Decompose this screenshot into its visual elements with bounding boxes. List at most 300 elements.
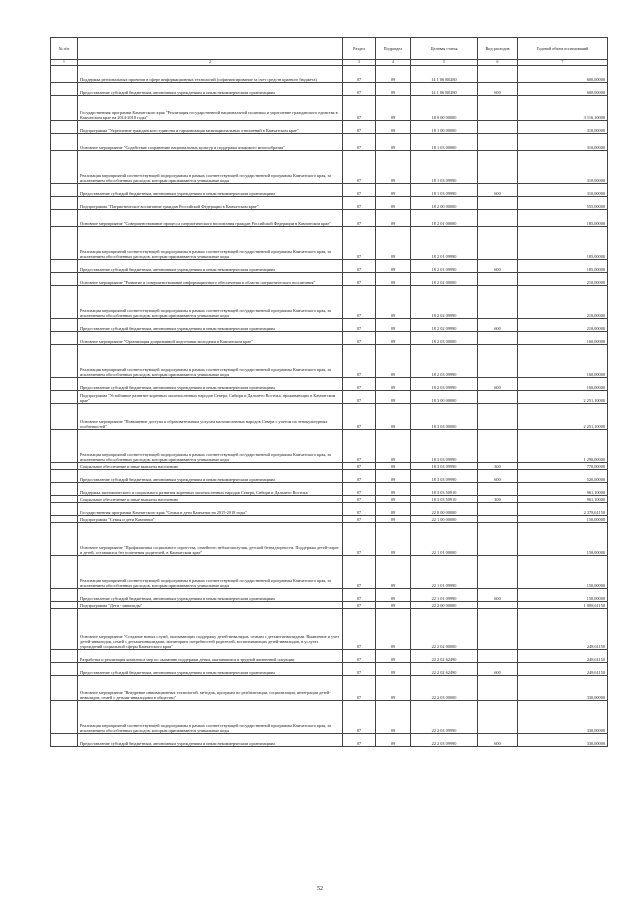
row-number-cell: [51, 734, 78, 747]
col-index: 6: [478, 60, 518, 66]
row-section-cell: 07: [343, 556, 376, 589]
row-subsection-cell: 09: [376, 121, 411, 134]
row-amount-cell: 150,00000: [518, 523, 608, 556]
row-expense-type-cell: 300: [478, 496, 518, 503]
row-expense-type-cell: [478, 556, 518, 589]
row-section-cell: 07: [343, 332, 376, 345]
row-subsection-cell: 09: [376, 286, 411, 319]
row-amount-cell: 2 251,10000: [518, 391, 608, 404]
row-name-cell: Реализация мероприятий соответствующей подпрограммы в рамках соответствующей государственной программы Камчатского края, за исключением обособленных расходов, которым присваиваются уникальные коды: [78, 701, 343, 734]
row-target-cell: 22 1 00 00000: [411, 516, 478, 523]
row-section-cell: 07: [343, 496, 376, 503]
budget-table: [50, 37, 608, 747]
row-number-cell: [51, 210, 78, 227]
row-section-cell: 07: [343, 663, 376, 676]
row-name-cell: Государственная программа Камчатского края "Семья и дети Камчатки на 2015-2018 годы": [78, 503, 343, 516]
row-number-cell: [51, 701, 78, 734]
row-name-cell: Предоставление субсидий бюджетным, автономным учреждениям и иным некоммерческим организациям: [78, 83, 343, 96]
row-subsection-cell: 09: [376, 734, 411, 747]
table-row: [51, 483, 608, 496]
row-name-cell: Подпрограмма "Укрепление гражданского единства и гармонизация межнациональных отношений в Камчатском крае": [78, 121, 343, 134]
row-subsection-cell: 09: [376, 701, 411, 734]
row-number-cell: [51, 463, 78, 470]
row-target-cell: 18 3 03 09990: [411, 430, 478, 463]
table-row: [51, 319, 608, 332]
row-section-cell: 07: [343, 184, 376, 197]
row-amount-cell: 160,00000: [518, 378, 608, 391]
row-name-cell: Поддержка региональных проектов в сфере информационных технологий (софинансирование за счет средств краевого бюджета): [78, 66, 343, 83]
row-target-cell: 22 2 02 62490: [411, 650, 478, 663]
row-number-cell: [51, 96, 78, 121]
col-header-amount: Годовой объем ассигнований: [518, 38, 608, 60]
row-section-cell: 07: [343, 589, 376, 602]
row-number-cell: [51, 391, 78, 404]
row-section-cell: 07: [343, 319, 376, 332]
row-section-cell: 07: [343, 227, 376, 260]
row-subsection-cell: 09: [376, 483, 411, 496]
row-number-cell: [51, 378, 78, 391]
row-target-cell: 18 3 03 00000: [411, 404, 478, 430]
row-expense-type-cell: 600: [478, 734, 518, 747]
row-number-cell: [51, 404, 78, 430]
row-amount-cell: 160,00000: [518, 332, 608, 345]
row-subsection-cell: 09: [376, 676, 411, 701]
row-amount-cell: 520,00000: [518, 470, 608, 483]
row-number-cell: [51, 470, 78, 483]
row-target-cell: 18 3 00 00000: [411, 391, 478, 404]
row-amount-cell: 961,10000: [518, 483, 608, 496]
table-row: [51, 701, 608, 734]
row-expense-type-cell: [478, 701, 518, 734]
table-row: [51, 227, 608, 260]
col-index: 4: [376, 60, 411, 66]
row-subsection-cell: 09: [376, 273, 411, 286]
table-row: [51, 430, 608, 463]
row-number-cell: [51, 556, 78, 589]
row-subsection-cell: 09: [376, 345, 411, 378]
row-target-cell: 18 2 02 09990: [411, 319, 478, 332]
row-name-cell: Предоставление субсидий бюджетным, автономным учреждениям и иным некоммерческим организациям: [78, 734, 343, 747]
row-subsection-cell: 09: [376, 516, 411, 523]
row-subsection-cell: 09: [376, 663, 411, 676]
row-expense-type-cell: 600: [478, 319, 518, 332]
row-number-cell: [51, 676, 78, 701]
table-row: [51, 391, 608, 404]
row-expense-type-cell: 300: [478, 463, 518, 470]
row-name-cell: Реализация мероприятий соответствующей подпрограммы в рамках соответствующей государственной программы Камчатского края, за исключением обособленных расходов, которым присваиваются уникальные коды: [78, 556, 343, 589]
table-row: [51, 260, 608, 273]
row-target-cell: 18 2 01 09990: [411, 260, 478, 273]
row-target-cell: 18 3 03 50910: [411, 483, 478, 496]
row-name-cell: Предоставление субсидий бюджетным, автономным учреждениям и иным некоммерческим организациям: [78, 589, 343, 602]
row-number-cell: [51, 503, 78, 516]
row-expense-type-cell: [478, 523, 518, 556]
row-expense-type-cell: 600: [478, 589, 518, 602]
row-section-cell: 07: [343, 430, 376, 463]
col-header-number: № п/п: [51, 38, 78, 60]
row-target-cell: 22 1 01 09990: [411, 556, 478, 589]
row-target-cell: 18 3 03 09990: [411, 470, 478, 483]
row-amount-cell: 210,00000: [518, 319, 608, 332]
row-number-cell: [51, 663, 78, 676]
row-name-cell: Социальное обеспечение и иные выплаты населению: [78, 496, 343, 503]
row-number-cell: [51, 273, 78, 286]
row-amount-cell: 3 116,10000: [518, 96, 608, 121]
table-row: [51, 286, 608, 319]
row-number-cell: [51, 483, 78, 496]
row-subsection-cell: 09: [376, 602, 411, 609]
row-section-cell: 07: [343, 503, 376, 516]
row-expense-type-cell: [478, 96, 518, 121]
row-section-cell: 07: [343, 676, 376, 701]
table-row: [51, 589, 608, 602]
col-index: 3: [343, 60, 376, 66]
row-name-cell: Основное мероприятие "Совершенствование процесса патриотического воспитания граждан Российской Федерации в Камчатском крае": [78, 210, 343, 227]
table-row: [51, 496, 608, 503]
row-number-cell: [51, 650, 78, 663]
row-name-cell: Предоставление субсидий бюджетным, автономным учреждениям и иным некоммерческим организациям: [78, 378, 343, 391]
row-amount-cell: 770,00000: [518, 463, 608, 470]
row-name-cell: Реализация мероприятий соответствующей подпрограммы в рамках соответствующей государственной программы Камчатского края, за исключением обособленных расходов, которым присваиваются уникальные коды: [78, 430, 343, 463]
row-subsection-cell: 09: [376, 134, 411, 151]
row-expense-type-cell: [478, 197, 518, 210]
row-number-cell: [51, 609, 78, 650]
row-name-cell: Предоставление субсидий бюджетным, автономным учреждениям и иным некоммерческим организациям: [78, 184, 343, 197]
row-target-cell: 22 2 00 00000: [411, 602, 478, 609]
row-name-cell: Подпрограмма "Дети - инвалиды": [78, 602, 343, 609]
row-amount-cell: 248,61150: [518, 663, 608, 676]
row-number-cell: [51, 589, 78, 602]
row-amount-cell: 2 378,61150: [518, 503, 608, 516]
row-name-cell: Реализация мероприятий соответствующей подпрограммы в рамках соответствующей государственной программы Камчатского края, за исключением обособленных расходов, которым присваиваются уникальные коды: [78, 286, 343, 319]
row-subsection-cell: 09: [376, 404, 411, 430]
row-section-cell: 07: [343, 273, 376, 286]
row-amount-cell: 210,00000: [518, 273, 608, 286]
col-index: 5: [411, 60, 478, 66]
row-number-cell: [51, 286, 78, 319]
row-number-cell: [51, 496, 78, 503]
row-target-cell: 18 3 03 50910: [411, 496, 478, 503]
table-row: [51, 134, 608, 151]
row-section-cell: 07: [343, 523, 376, 556]
row-expense-type-cell: 600: [478, 260, 518, 273]
row-section-cell: 07: [343, 345, 376, 378]
row-number-cell: [51, 602, 78, 609]
row-name-cell: Основное мероприятие "Создание новых служб, оказывающих поддержку детей-инвалидов, семьям с детьми-инвалидами. Выявление и учет детей-инвалидов, семей с детьми-инвалидами, мониторинг потребностей родителей, воспитывающих детей-инвалидов, в услугах учреждений социальной сферы Камчатского края": [78, 609, 343, 650]
row-amount-cell: 248,61150: [518, 650, 608, 663]
col-header-section: Раздел: [343, 38, 376, 60]
row-amount-cell: 310,00000: [518, 134, 608, 151]
row-expense-type-cell: 600: [478, 378, 518, 391]
row-section-cell: 07: [343, 66, 376, 83]
row-amount-cell: 2 251,10000: [518, 404, 608, 430]
row-section-cell: 07: [343, 463, 376, 470]
table-row: [51, 96, 608, 121]
row-expense-type-cell: [478, 121, 518, 134]
row-target-cell: 18 1 03 09990: [411, 151, 478, 184]
row-target-cell: 18 2 03 09990: [411, 345, 478, 378]
table-row: [51, 516, 608, 523]
row-expense-type-cell: [478, 404, 518, 430]
row-name-cell: Основное мероприятие "Развитие и совершенствование информационного обеспечения в области патриотического воспитания": [78, 273, 343, 286]
row-section-cell: 07: [343, 210, 376, 227]
row-expense-type-cell: [478, 273, 518, 286]
row-number-cell: [51, 197, 78, 210]
row-name-cell: Основное мероприятие "Внедрение инновационных технологий, методик, программ по реабилитации, социализации, интеграции детей-инвалидов, семей с детьми-инвалидами в общество": [78, 676, 343, 701]
row-subsection-cell: 09: [376, 96, 411, 121]
row-name-cell: Поддержка экономического и социального развития коренных малочисленных народов Севера, Сибири и Дальнего Востока: [78, 483, 343, 496]
row-target-cell: 22 0 00 00000: [411, 503, 478, 516]
page-number: 52: [317, 886, 323, 892]
row-number-cell: [51, 134, 78, 151]
row-amount-cell: 185,00000: [518, 210, 608, 227]
row-amount-cell: 600,00000: [518, 66, 608, 83]
row-subsection-cell: 09: [376, 589, 411, 602]
table-row: [51, 676, 608, 701]
row-target-cell: 18 2 01 00000: [411, 210, 478, 227]
row-expense-type-cell: [478, 516, 518, 523]
row-expense-type-cell: [478, 602, 518, 609]
row-expense-type-cell: 600: [478, 184, 518, 197]
row-number-cell: [51, 332, 78, 345]
row-target-cell: 18 1 03 09990: [411, 184, 478, 197]
table-row: [51, 734, 608, 747]
row-amount-cell: 1 290,00000: [518, 430, 608, 463]
row-amount-cell: 150,00000: [518, 516, 608, 523]
row-number-cell: [51, 319, 78, 332]
row-number-cell: [51, 83, 78, 96]
row-subsection-cell: 09: [376, 227, 411, 260]
row-expense-type-cell: [478, 332, 518, 345]
row-target-cell: 22 2 02 00000: [411, 609, 478, 650]
row-expense-type-cell: [478, 227, 518, 260]
row-number-cell: [51, 260, 78, 273]
row-name-cell: Основное мероприятие "Содействие сохранению национальных культур и поддержка языкового многообразия": [78, 134, 343, 151]
row-target-cell: 18 2 00 00000: [411, 197, 478, 210]
row-amount-cell: 185,00000: [518, 260, 608, 273]
table-row: [51, 332, 608, 345]
row-name-cell: Предоставление субсидий бюджетным, автономным учреждениям и иным некоммерческим организациям: [78, 319, 343, 332]
col-header-target: Целевая статья: [411, 38, 478, 60]
row-section-cell: 07: [343, 378, 376, 391]
row-subsection-cell: 09: [376, 430, 411, 463]
row-target-cell: 18 1 03 00000: [411, 134, 478, 151]
row-subsection-cell: 09: [376, 463, 411, 470]
row-target-cell: 18 2 01 09990: [411, 227, 478, 260]
row-number-cell: [51, 227, 78, 260]
table-row: [51, 602, 608, 609]
row-number-cell: [51, 121, 78, 134]
table-row: [51, 345, 608, 378]
row-expense-type-cell: [478, 345, 518, 378]
row-subsection-cell: 09: [376, 503, 411, 516]
row-subsection-cell: 09: [376, 391, 411, 404]
row-section-cell: 07: [343, 609, 376, 650]
row-subsection-cell: 09: [376, 260, 411, 273]
row-number-cell: [51, 523, 78, 556]
row-section-cell: 07: [343, 602, 376, 609]
row-expense-type-cell: 600: [478, 83, 518, 96]
row-expense-type-cell: [478, 151, 518, 184]
table-row: [51, 151, 608, 184]
row-amount-cell: 150,00000: [518, 589, 608, 602]
row-name-cell: Основное мероприятие "Организация допризывной подготовки молодежи в Камчатском крае": [78, 332, 343, 345]
table-row: [51, 184, 608, 197]
row-name-cell: Подпрограмма "Семья и дети Камчатки": [78, 516, 343, 523]
row-section-cell: 07: [343, 286, 376, 319]
row-section-cell: 07: [343, 260, 376, 273]
row-section-cell: 07: [343, 391, 376, 404]
col-header-expense-type: Вид расходов: [478, 38, 518, 60]
table-row: [51, 503, 608, 516]
row-subsection-cell: 09: [376, 470, 411, 483]
row-section-cell: 07: [343, 404, 376, 430]
row-name-cell: Предоставление субсидий бюджетным, автономным учреждениям и иным некоммерческим организациям: [78, 663, 343, 676]
row-target-cell: 18 2 02 00000: [411, 273, 478, 286]
table-row: [51, 197, 608, 210]
row-section-cell: 07: [343, 470, 376, 483]
table-row: [51, 210, 608, 227]
row-section-cell: 07: [343, 134, 376, 151]
row-amount-cell: 160,00000: [518, 345, 608, 378]
row-amount-cell: 1 008,61150: [518, 602, 608, 609]
table-row: [51, 470, 608, 483]
row-target-cell: 14 1 06 R0280: [411, 66, 478, 83]
row-name-cell: Подпрограмма "Устойчивое развитие коренных малочисленных народов Севера, Сибири и Дальнего Востока, проживающих в Камчатском крае": [78, 391, 343, 404]
row-expense-type-cell: [478, 134, 518, 151]
row-target-cell: 22 2 03 09990: [411, 734, 478, 747]
row-expense-type-cell: [478, 676, 518, 701]
row-amount-cell: 330,00000: [518, 701, 608, 734]
row-subsection-cell: 09: [376, 197, 411, 210]
row-subsection-cell: 09: [376, 650, 411, 663]
row-amount-cell: 310,00000: [518, 184, 608, 197]
row-section-cell: 07: [343, 96, 376, 121]
col-header-subsection: Подраздел: [376, 38, 411, 60]
row-name-cell: Разработка и реализация комплекса мер по оказанию поддержки детям, оказавшимся в трудной жизненной ситуации: [78, 650, 343, 663]
row-subsection-cell: 09: [376, 609, 411, 650]
row-name-cell: Основное мероприятие "Профилактика социального сиротства, семейного неблагополучия, детской безнадзорности. Поддержка детей-сирот и детей, оставшихся без попечения родителей, в Камчатском крае": [78, 523, 343, 556]
table-row: [51, 83, 608, 96]
row-subsection-cell: 09: [376, 184, 411, 197]
row-section-cell: 07: [343, 151, 376, 184]
row-amount-cell: 330,00000: [518, 734, 608, 747]
row-target-cell: 22 1 01 00000: [411, 523, 478, 556]
row-name-cell: Основное мероприятие "Повышение доступа к образовательным услугам малочисленных народов Севера с учетом их этнокультурных особенностей": [78, 404, 343, 430]
row-section-cell: 07: [343, 734, 376, 747]
row-section-cell: 07: [343, 483, 376, 496]
row-subsection-cell: 09: [376, 556, 411, 589]
row-expense-type-cell: [478, 650, 518, 663]
row-name-cell: Реализация мероприятий соответствующей подпрограммы в рамках соответствующей государственной программы Камчатского края, за исключением обособленных расходов, которым присваиваются уникальные коды: [78, 345, 343, 378]
row-subsection-cell: 09: [376, 151, 411, 184]
row-target-cell: 18 2 03 00000: [411, 332, 478, 345]
col-index: 2: [78, 60, 343, 66]
row-target-cell: 18 3 03 09990: [411, 463, 478, 470]
row-section-cell: 07: [343, 650, 376, 663]
row-target-cell: 18 0 00 00000: [411, 96, 478, 121]
row-subsection-cell: 09: [376, 66, 411, 83]
row-section-cell: 07: [343, 516, 376, 523]
row-amount-cell: 210,00000: [518, 286, 608, 319]
row-subsection-cell: 09: [376, 210, 411, 227]
row-name-cell: Государственная программа Камчатского края "Реализация государственной национальной политики и укрепление гражданского единства в Камчатском крае на 2014-2018 годы": [78, 96, 343, 121]
table-row: [51, 650, 608, 663]
row-number-cell: [51, 66, 78, 83]
row-subsection-cell: 09: [376, 319, 411, 332]
row-subsection-cell: 09: [376, 496, 411, 503]
row-expense-type-cell: [478, 66, 518, 83]
row-expense-type-cell: [478, 609, 518, 650]
row-amount-cell: 310,00000: [518, 151, 608, 184]
table-row: [51, 273, 608, 286]
header-row: [51, 38, 608, 60]
col-header-name: [78, 38, 343, 60]
row-subsection-cell: 09: [376, 378, 411, 391]
row-name-cell: Социальное обеспечение и иные выплаты населению: [78, 463, 343, 470]
row-section-cell: 07: [343, 197, 376, 210]
row-expense-type-cell: [478, 286, 518, 319]
row-number-cell: [51, 345, 78, 378]
row-target-cell: 18 2 02 09990: [411, 286, 478, 319]
row-expense-type-cell: [478, 430, 518, 463]
row-expense-type-cell: [478, 210, 518, 227]
row-target-cell: 22 2 03 09990: [411, 701, 478, 734]
table-row: [51, 378, 608, 391]
row-section-cell: 07: [343, 121, 376, 134]
row-expense-type-cell: [478, 391, 518, 404]
row-name-cell: Предоставление субсидий бюджетным, автономным учреждениям и иным некоммерческим организациям: [78, 260, 343, 273]
row-target-cell: 22 2 03 00000: [411, 676, 478, 701]
col-index: 7: [518, 60, 608, 66]
row-subsection-cell: 09: [376, 523, 411, 556]
row-amount-cell: 555,00000: [518, 197, 608, 210]
row-target-cell: 18 1 00 00000: [411, 121, 478, 134]
table-row: [51, 404, 608, 430]
table-body: [51, 66, 608, 747]
row-number-cell: [51, 430, 78, 463]
row-expense-type-cell: [478, 483, 518, 496]
table-row: [51, 663, 608, 676]
row-amount-cell: 961,10000: [518, 496, 608, 503]
row-amount-cell: 310,00000: [518, 121, 608, 134]
table-row: [51, 609, 608, 650]
row-target-cell: 22 1 01 09990: [411, 589, 478, 602]
row-amount-cell: 600,00000: [518, 83, 608, 96]
table-row: [51, 66, 608, 83]
row-number-cell: [51, 184, 78, 197]
row-subsection-cell: 09: [376, 332, 411, 345]
row-expense-type-cell: 600: [478, 470, 518, 483]
row-target-cell: 14 1 06 R0280: [411, 83, 478, 96]
row-expense-type-cell: [478, 503, 518, 516]
row-target-cell: 22 2 02 62490: [411, 663, 478, 676]
col-index: 1: [51, 60, 78, 66]
row-amount-cell: 330,00000: [518, 676, 608, 701]
row-name-cell: Реализация мероприятий соответствующей подпрограммы в рамках соответствующей государственной программы Камчатского края, за исключением обособленных расходов, которым присваиваются уникальные коды: [78, 227, 343, 260]
row-amount-cell: 150,00000: [518, 556, 608, 589]
row-number-cell: [51, 516, 78, 523]
row-target-cell: 18 2 03 09990: [411, 378, 478, 391]
row-amount-cell: 248,61150: [518, 609, 608, 650]
table-row: [51, 523, 608, 556]
table-row: [51, 463, 608, 470]
row-name-cell: Подпрограмма "Патриотическое воспитание граждан Российской Федерации в Камчатском крае": [78, 197, 343, 210]
row-number-cell: [51, 151, 78, 184]
row-amount-cell: 185,00000: [518, 227, 608, 260]
row-expense-type-cell: 600: [478, 663, 518, 676]
row-section-cell: 07: [343, 701, 376, 734]
